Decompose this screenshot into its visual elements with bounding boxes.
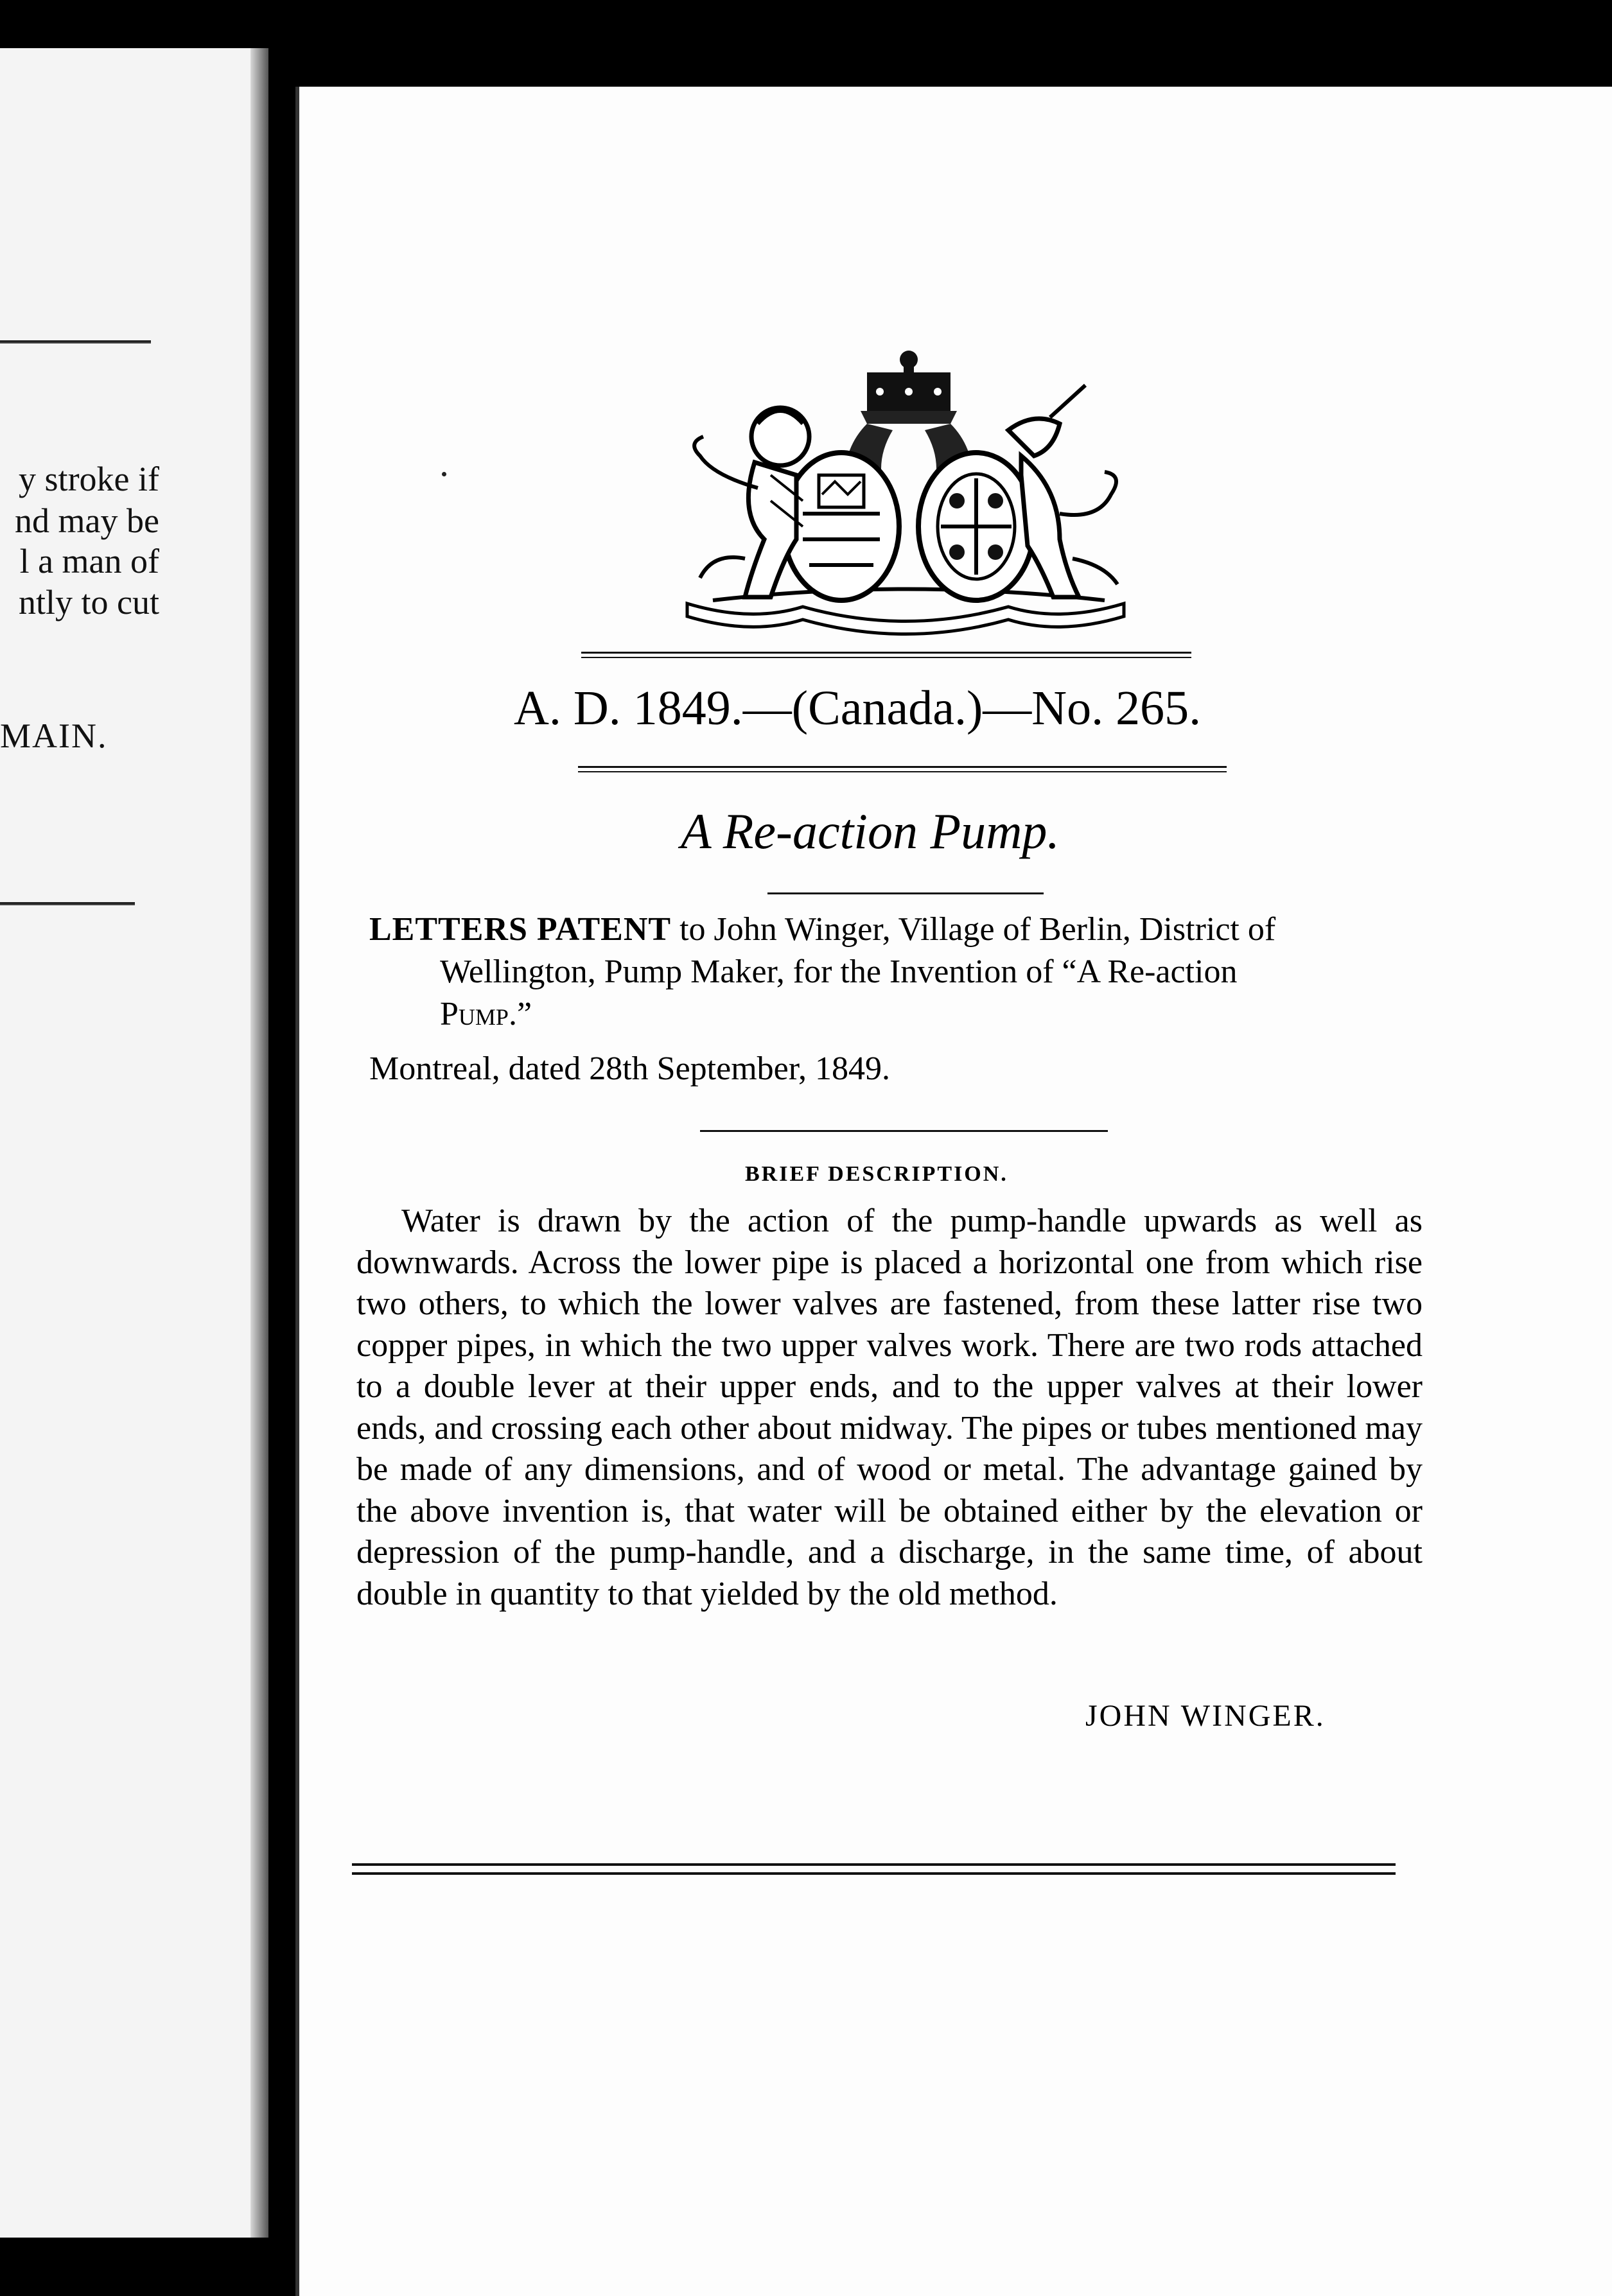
header-rule-bottom [578, 766, 1227, 772]
letters-patent-line-1: to John Winger, Village of Berlin, District of [671, 911, 1276, 948]
dated-underline [700, 1130, 1108, 1132]
patent-title: A Re-action Pump. [681, 803, 1060, 859]
left-page-rule-top [0, 340, 151, 344]
speck-mark [442, 472, 446, 476]
dated-line: Montreal, dated 28th September, 1849. [369, 1050, 890, 1087]
left-facing-page [0, 48, 268, 2238]
crown-icon [861, 351, 957, 424]
left-page-line-1: y stroke if [19, 460, 159, 498]
title-underline [767, 892, 1044, 894]
page-gutter-shade [250, 48, 268, 2238]
left-page-line-2: nd may be [15, 501, 159, 540]
description-paragraph: Water is drawn by the action of the pump-handle upwards as well as downwards. Across the lower pipe is placed a horizontal one from which rise two others, to which the lower valves are fastened, from these latter rise two copper pipes, in which the two upper valves work. There are two rods attached to a double lever at their upper ends, and to the upper valves at their lower ends, and crossing each other about midway. The pipes or tubes mentioned may be made of any dimensions, and of wood or metal. The advantage gained by the above invention is, that water will be obtained either by the elevation or depression of the pump-handle, and a discharge, in the same time, of about double in quantity to that yielded by the old method. [356, 1203, 1423, 1612]
footer-rule [352, 1863, 1396, 1875]
left-page-line-3: l a man of [19, 542, 159, 580]
letters-patent-paragraph [369, 909, 1435, 1036]
inventor-signature: JOHN WINGER. [1085, 1699, 1326, 1733]
letters-patent-line-2: Wellington, Pump Maker, for the Invention of “A Re-action [440, 953, 1238, 990]
left-page-signature-fragment: MAIN. [0, 717, 108, 755]
letters-patent-line-3: Pump.” [440, 996, 532, 1032]
letters-patent-lead: LETTERS PATENT [369, 911, 672, 948]
document-header: A. D. 1849.—(Canada.)—No. 265. [514, 681, 1202, 735]
left-page-line-4: ntly to cut [19, 583, 159, 622]
brief-description-heading: BRIEF DESCRIPTION. [745, 1162, 1008, 1186]
right-shield-icon [918, 453, 1034, 600]
header-rule-top [581, 652, 1191, 658]
royal-coat-of-arms-icon [674, 347, 1137, 642]
left-page-rule-bottom [0, 902, 135, 905]
